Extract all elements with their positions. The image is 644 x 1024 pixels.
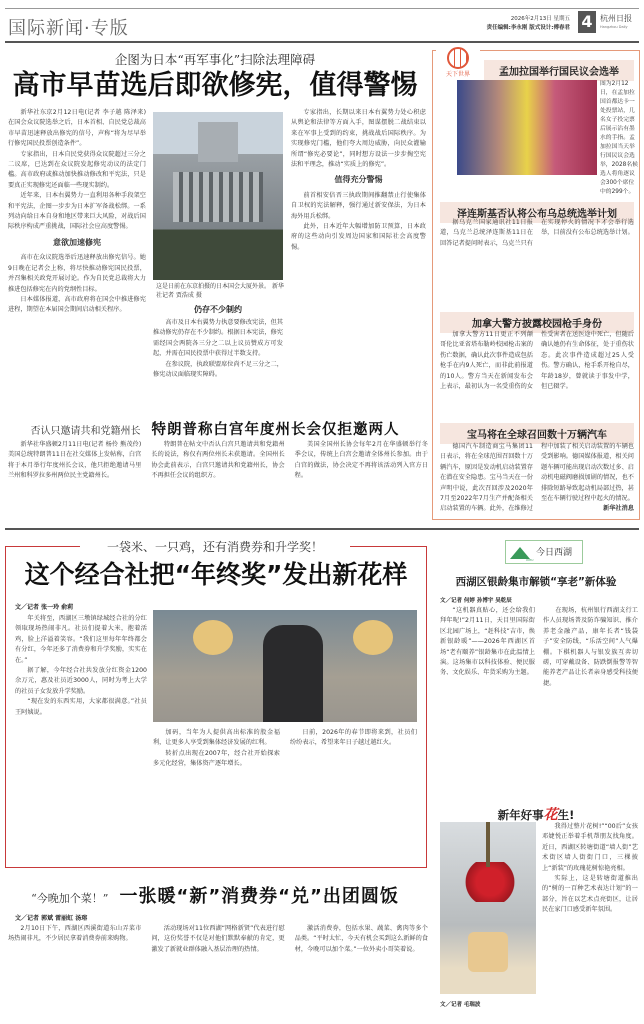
- paper-logo: 杭州日报: [600, 14, 632, 23]
- second-headline: 特朗普称白宫年度州长会仅拒邀两人: [151, 422, 400, 438]
- lead-column-1: 新华社东京2月12日电(记者 李子越 陈泽来)在国会众议院选举之后，日本首相、自民党总裁高市早苗迅速释放出修宪的信号，声称“将为尽早举行修宪国民投票创造条件”。 专家指出，日本自民党获得众议院超过三分之二议席，已达到在众议院发起修宪动议的法定门槛。高市政府或推动加快推动修改和平宪法，只是要真正实现修宪还面临一些现实制约。 近年来，日本右翼势力一直利用各种手段架空和平宪法，企图一步步为日本扩军备战松绑。一系列动向给日本自身和地区带来巨大风险，对战后国际秩序构成严重挑战，国际社会应高度警惕。 意欲加速修宪 高市在众议院选举后迅速释放出修宪信号。她9日晚在记者会上称，将尽快推动修宪国民投票，并召集相关政党开展讨论。作为自民党总裁将大力推进包括修宪在内的党纲性目标。 日本媒体报道，高市政府将在国会中推进修宪进程，期望在本届国会期间启动相关程序。: [8, 109, 146, 314]
- bottom-byline: 文／记者 郭斌 雷丽虹 汤瑢: [15, 915, 88, 922]
- world-item-body: 据乌克兰国家通讯社11日报道，乌克兰总统泽连斯基11日在回答记者提问时表示，乌克兰只有在实现停火的情况下才会举行选举，目前没有公布总统选举计划。: [440, 219, 634, 247]
- lead-headline: 高市早苗选后即欲修宪，值得警惕: [12, 70, 418, 101]
- news-source: 新华社消息: [603, 505, 634, 513]
- lead-column-2: 高市及日本右翼势力执意要修改宪法，但其推动修宪仍存在不少制约。根据日本宪法，修宪需经国会两院各三分之二以上议员赞成方可发起，并需在国民投票中获得过半数支持。 在参议院，执政联盟席位尚不足三分之二，修宪动议面临现实障碍。: [153, 319, 283, 379]
- world-item-title: 泽连斯基否认将公布乌总统选举计划: [440, 202, 634, 223]
- page-number: 4: [578, 11, 596, 33]
- xihu-logo-en: XIHU: [526, 558, 534, 562]
- rose-tree-photo: [440, 822, 536, 994]
- editors: 责任编辑:李永刚 版式设计:傅春君: [486, 25, 570, 31]
- xihu-story-body: “这机器真贴心，还会给我们拜年呢!”2月11日，天目里国际街区北园广场上，“赶科技”吉市，焕新银龄暖”——2026年西湖区首场“老有颐养”银龄集市在此温情上演。这场集市以科技体验、便民服务、文化娱乐、年货采购为主题。 在现场，杭州银行西湖支行工作人员现场普及防诈骗知识、推介养老金融产品，康年长者“钱袋子”安全防线，“乐活空间”人气爆棚。下棋机器人与银发族互弈切磋，可穿戴设备、防跌倒报警等智能养老产品让长者亲身感受科技便捷。: [440, 607, 638, 687]
- xihu-logo-text: 今日西湖: [536, 548, 573, 558]
- photo-credit: 新华社记者 贾浩成 摄: [156, 283, 284, 299]
- world-photo-caption: 图为2月12日，在孟加拉国首都达卡一处投票站，几名女子投完票后展示沾有墨水的手指。孟加拉国当天举行国民议会选举，2028名候选人将角逐议会300个席位中的299个。: [600, 81, 638, 195]
- bottom-kicker: “今晚加个菜！”: [31, 892, 109, 905]
- world-item-title: 加拿大警方披露校园枪手身份: [440, 312, 634, 333]
- bottom-headline: 一张暖“新”消费券“兑”出团圆饭: [119, 886, 399, 907]
- paper-logo-en: Hangzhou Daily: [600, 25, 628, 29]
- chicken-distribution-photo: [153, 610, 417, 722]
- bangladesh-voters-photo: [457, 80, 597, 175]
- diet-building-photo: [153, 112, 283, 280]
- world-item-body: 加拿大警方11日更正不列颠哥伦比亚省塔布勒岭校园枪击案的伤亡数据，确认此次事件造成包括枪手在内9人死亡，而非此前报道的10人。警方当天在新闻发布会上表示，最初认为一名受重伤的女性受害者在送医途中死亡，但随后确认她仍有生命体征，处于重伤状态。此次事件造成超过25人受伤。警方确认，枪手系开枪自尽，年龄18岁，曾就读于事发中学，但已辍学。: [440, 331, 634, 391]
- section-title: 国际新闻·专版: [8, 18, 129, 39]
- photo-caption: 这是日前在东京拍摄的日本国会大厦外景。 新华社记者 贾浩成 摄: [156, 283, 284, 299]
- flower-story-body: 我得过整片花树!”“00后”女孩邓婕悦正举着手机帮朋友找角度。近日，西湖区转塘街道“墙人街”艺术街区墙人街街门口，三棵披上“新装”的玫瑰花树惊艳亮相。 实际上，这是转塘街道推出的“树的一百种艺术表达计划”的一部分，旨在以艺术点亮街区，让居民在家门口感受新年氛围。: [542, 823, 638, 914]
- xihu-headline: 西湖区银龄集市解锁“享老”新体验: [455, 576, 617, 588]
- world-item-body: 德国汽车制造商宝马集团11日表示，将在全球范围召回数十万辆汽车，原因是发动机启动装置存在潜在安全隐患。宝马当天在一份声明中说，此次召回涉及2020年7月至2022年7月生产并配备相关启动装置的车辆。此外，在维修过程中加装了相关启动装置的车辆也受到影响。德国媒体报道，相关问题车辆可能出现启动次数过多、启动机电磁阀磨损加剧的情况，也不排除短路导致起动机局部过热，甚至在车辆行驶过程中起火的情况。 新华社消息: [440, 442, 634, 516]
- lead-column-3: 专家指出，长期以来日本右翼势力处心积虑从舆论和法律等方面入手，图谋摆脱二战结束以来在军事上受到的约束，挑战战后国际秩序。为实现修宪门槛，他们夸大周边威胁，向民众灌输所谓“修宪必要论”，同时想方设法一步步掏空宪法和平理念，推动“实质上的修宪”。 值得充分警惕 前首相安倍晋三执政期间推翻禁止行使集体自卫权的宪法解释，强行通过新安保法，为日本海外用兵松绑。 此外，日本近年大幅增加防卫预算，日本政府的这些动向引发周边国家和国际社会高度警惕。: [291, 109, 426, 251]
- top-rule: [5, 8, 639, 9]
- second-story-heading: [0, 418, 430, 439]
- world-item-title: 孟加拉国举行国民议会选举: [484, 60, 634, 81]
- feature-column-2: 加码，当年为人提供高出标准的股金福利，让更多人享受到集体经济发展的红利。 转折点出现在2007年，经合社开始探索多元化经营，集体资产逐年增长。 日前，2026年的春节即将来到，社员们纷纷表示，希望来年日子越过越红火。: [153, 729, 417, 768]
- flower-headline: 新年好事花生!: [497, 807, 575, 823]
- feature-kicker: 一袋米、一只鸡，还有消费券和升学奖！: [80, 538, 350, 555]
- flower-byline: 文／记者 毛瑞波: [440, 1002, 481, 1008]
- globe-hands-icon: [447, 47, 469, 69]
- xihu-byline: 文／记者 何婷 孙博宇 吴乾辰: [440, 598, 512, 604]
- subhead-constraints: 仍存不少制约: [194, 305, 242, 314]
- lead-kicker: 企图为日本“再军事化”扫除法理障碍: [114, 52, 316, 67]
- issue-date: 2026年2月13日 星期五: [510, 16, 570, 22]
- feature-column-1: 年关将至，西湖区三墩镇绿城经合社的分红领取现场热闹非凡。社员们提着大米，抱着活鸡，脸上洋溢着笑容。“我们这里每年年终都会有分红，今年还多了消费券和升学奖励，实实在在。” 据了解，今年经合社共发放分红资金1200余万元，惠及社员近3000人，同时为考上大学的社员子女发放升学奖励。 “现在发的东西实用，大家都很满意。”社员王阿姨说。: [15, 615, 147, 716]
- second-kicker: 否认只邀请共和党籍州长: [30, 426, 141, 437]
- subhead-accelerate: 意欲加速修宪: [53, 237, 101, 247]
- feature-headline: 这个经合社把“年终奖”发出新花样: [24, 560, 408, 589]
- feature-byline: 文／记者 张一玲 俞莉: [15, 604, 74, 611]
- xihu-logo: [505, 540, 583, 564]
- bottom-story-heading: [0, 882, 430, 908]
- header-rule: [5, 41, 639, 43]
- second-story-body: 新华社华盛顿2月11日电(记者 杨伶 熊茂伶)美国总统特朗普11日在社交媒体上发帖称，白宫将于本月举行年度州长会议，他只拒绝邀请马里兰州和科罗拉多州两位民主党籍州长。 特朗普在帖文中否认白宫只邀请共和党籍州长的说法，称仅有两位州长未获邀请。全国州长协会此前表示，白宫只邀请共和党籍州长，协会不再担任会议的组织方。 美国全国州长协会每年2月在华盛顿举行冬季会议，传统上白宫会邀请全体州长参加。由于白宫的做法，协会决定不再将该活动列入官方日程。: [8, 441, 428, 480]
- bottom-story-body: 2月10日下午，西湖区西溪街道东山弄菜市场热闹非凡，不少居民拿着消费券前来购物。 活动现场对11位西湖“网格新贤”代表进行慰问，这份奖誉不仅是对他们默默奉献的肯定，更激发了新就业群体融入基层治理的热情。 激活消费券，包括水果、蔬菜、禽肉等多个品类。“平时太忙，今天有机会买到这么新鲜的食材，今晚可以加个菜。”一位外卖小哥笑着说。: [8, 925, 428, 953]
- world-item-title: 宝马将在全球召回数十万辆汽车: [440, 423, 634, 444]
- subhead-vigilance: 值得充分警惕: [334, 175, 383, 185]
- section-divider: [5, 528, 639, 530]
- world-logo-text: 天下世界: [445, 71, 470, 78]
